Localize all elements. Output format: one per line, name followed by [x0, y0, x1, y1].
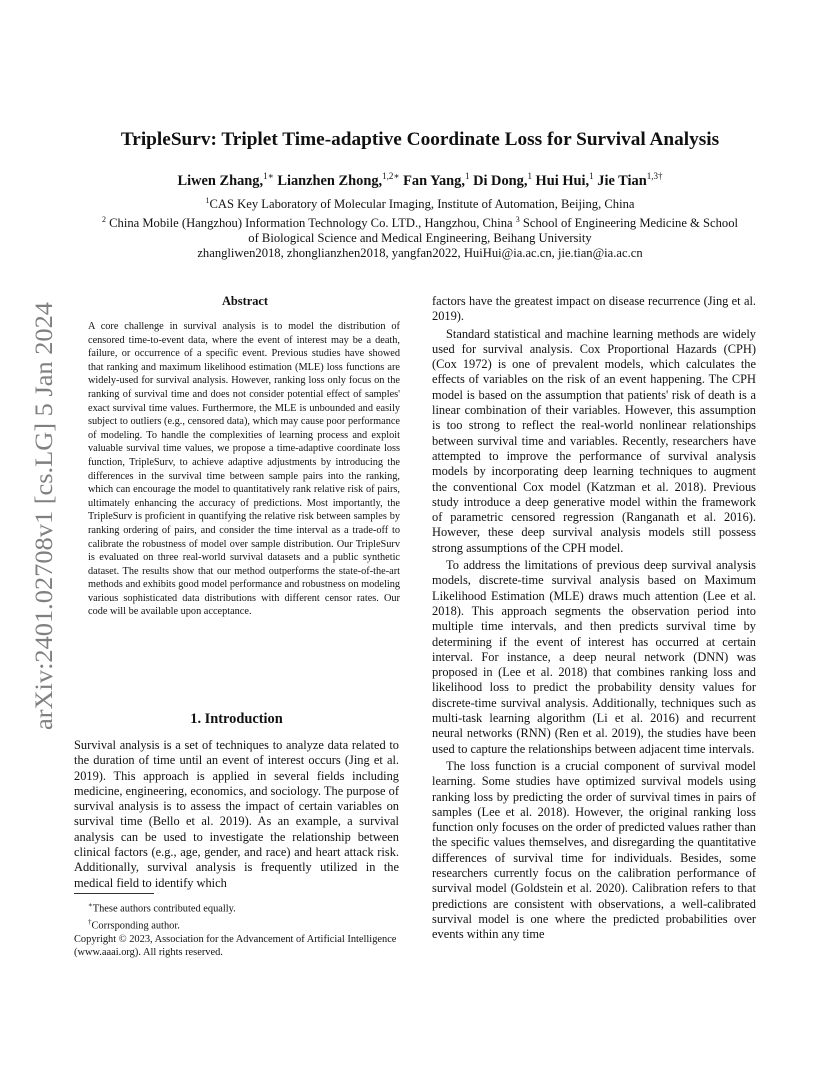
author-list	[90, 171, 750, 190]
paper-title: TripleSurv: Triplet Time-adaptive Coordinate Loss for Survival Analysis	[120, 129, 720, 150]
section-heading-introduction: 1. Introduction	[190, 711, 283, 727]
footnote-corresponding-author: †Corrsponding author.	[88, 917, 180, 932]
introduction-paragraph: Survival analysis is a set of techniques to analyze data related to the duration of time until an event of interest occurs (Jing et al. 2019). This approach is applied in several fields including medicine, engineering, economics, and sociology. The purpose of survival analysis is to assess the impact of certain variables on survival time (Bello et al. 2019). As an example, a survival analysis can be used to investigate the relationship between clinical factors (e.g., age, gender, and race) and heart attack risk. Additionally, survival analysis is frequently utilized in the medical field to identify which	[74, 738, 399, 890]
author: Fan Yang,$^1$	[403, 171, 470, 189]
paragraph: Standard statistical and machine learning methods are widely used for survival analysis. Cox Proportional Hazards (CPH) (Cox 1972) is one of prevalent models, which calculates the effects of variables on the risk of an event happening. The CPH model is based on the assumption that patients' risk of death is a linear combination of their variables. However, this assumption is too strong to reflect the real-world nonlinear relationships between survival time and variables. Recently, researchers have attempted to improve the performance of survival analysis models by incorporating deep learning techniques to augment the conventional Cox model (Katzman et al. 2018). Previous study introduce a deep generative model within the framework of parametric censored regression (Ranganath et al. 2016). However, these deep survival analysis models still possess strong assumptions of the CPH model.	[432, 326, 756, 555]
author: Liwen Zhang,$^{1∗}$	[177, 171, 274, 189]
affiliation-line: of Biological Science and Medical Engineering, Beihang University	[248, 231, 592, 246]
author: Di Dong,$^1$	[473, 171, 532, 189]
author: Lianzhen Zhong,$^{1,2∗}$	[277, 171, 400, 189]
paragraph: To address the limitations of previous deep survival analysis models, discrete-time survival analysis based on Maximum Likelihood Estimation (MLE) draws much attention (Lee et al. 2018). This approach segments the observation period into multiple time intervals, and then predicts survival time by determining if the event of interest has occurred at certain interval. For instance, a deep neural network (DNN) was proposed in (Lee et al. 2018) that combines ranking loss and likelihood loss to predict the probability density values for discrete-time survival analysis. Additionally, techniques such as multi-task learning algorithm (Li et al. 2016) and recurrent neural networks (RNN) (Ren et al. 2019), the studies have been used to capture the relationships between adjacent time intervals.	[432, 558, 756, 756]
affiliations	[60, 193, 780, 261]
paragraph: The loss function is a crucial component of survival model learning. Some studies have optimized survival models using ranking loss by predicting the order of survival times in pairs of samples (Lee et al. 2018). However, the original ranking loss function only focuses on the order of predicted values rather than the specific values themselves, and disregarding the quantitative differences of survival time for individuals. Besides, some researchers currently focus on the calibration performance of survival model (Goldstein et al. 2020). Calibration refers to that predictions are consistent with observations, a well-calibrated survival model is one where the predicted probabilities over events within any time	[432, 758, 756, 942]
copyright-notice: Copyright © 2023, Association for the Advancement of Artificial Intelligence (www.aaai.org). All rights reserved.	[74, 933, 397, 959]
arxiv-stamp-text: arXiv:2401.02708v1 [cs.LG] 5 Jan 2024	[31, 324, 58, 730]
author: Jie Tian$^{1,3\dagger}$	[597, 171, 663, 189]
abstract-body: A core challenge in survival analysis is to model the distribution of censored time-to-event data, where the event of interest may be a death, failure, or occurrence of a specific event. Previous studies have showed that ranking and maximum likelihood estimation (MLE) loss functions are widely-used for survival analysis. However, ranking loss only focus on the ranking of survival time and does not consider potential effect of samples' exact survival time values. Furthermore, the MLE is unbounded and easily subject to outliers (e.g., censored data), which may cause poor performance of modeling. To handle the complexities of learning process and exploit valuable survival time values, we propose a time-adaptive coordinate loss function, TripleSurv, to achieve adaptive adjustments by introducing the differences in the survival time between sample pairs into the ranking, which can encourage the model to quantitatively rank relative risk of pairs, ultimately enhancing the accuracy of predictions. Most importantly, the TripleSurv is proficient in quantifying the relative risk between samples by ranking ordering of pairs, and consider the time interval as a trade-off to calibrate the robustness of model over sample distribution. Our TripleSurv is evaluated on three real-world survival datasets and a public synthetic dataset. The results show that our method outperforms the state-of-the-art methods and exhibits good model performance and robustness on modeling various sophisticated data distributions with different censor rates. Our code will be available upon acceptance.	[88, 321, 400, 618]
abstract-heading: Abstract	[221, 294, 269, 308]
affiliation-line: $^2$ China Mobile (Hangzhou) Information Technology Co. LTD., Hangzhou, China $^3$ School of Engineering Medicine & School	[101, 215, 738, 231]
paragraph: factors have the greatest impact on disease recurrence (Jing et al. 2019).	[432, 294, 756, 324]
affiliation-line: $^1$CAS Key Laboratory of Molecular Imaging, Institute of Automation, Beijing, China	[205, 196, 635, 212]
right-column	[432, 294, 756, 942]
author-emails: zhangliwen2018, zhonglianzhen2018, yangfan2022, HuiHui@ia.ac.cn, jie.tian@ia.ac.cn	[197, 246, 643, 261]
footnote-equal-contribution: ∗These authors contributed equally.	[88, 901, 236, 915]
author: Hui Hui,$^1$	[535, 171, 594, 189]
arxiv-stamp	[22, 300, 62, 730]
footnote-divider	[74, 893, 154, 894]
footnotes	[74, 899, 399, 960]
